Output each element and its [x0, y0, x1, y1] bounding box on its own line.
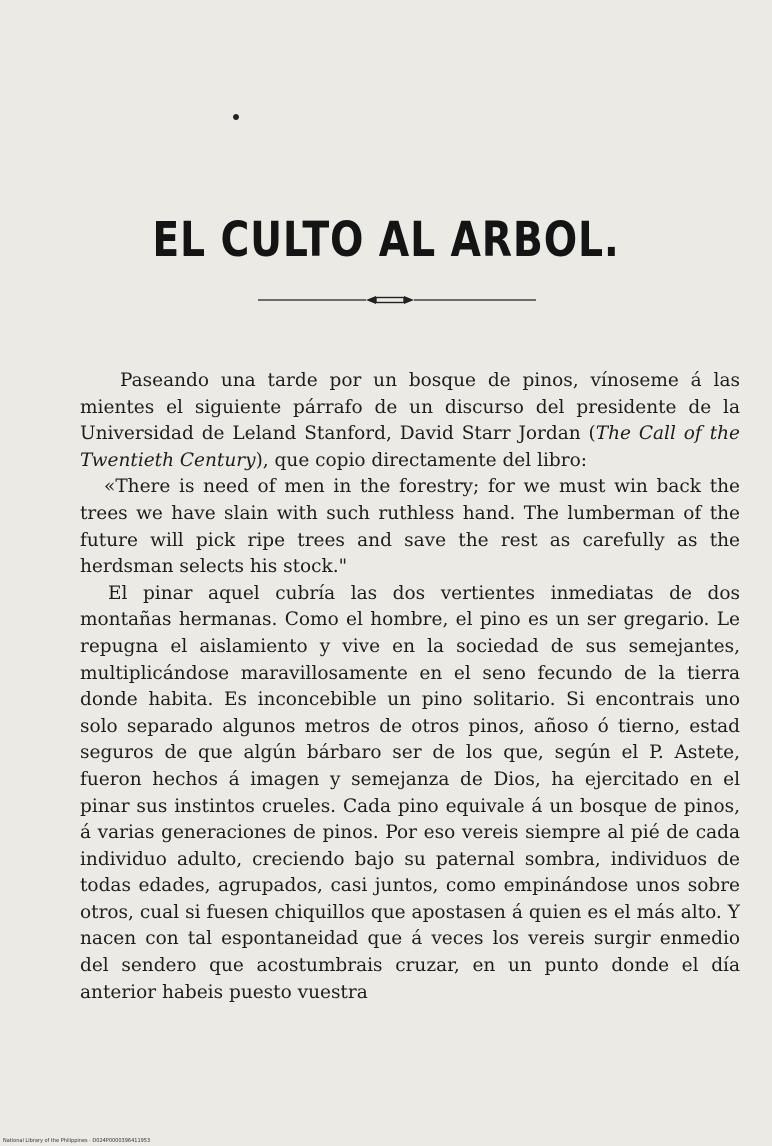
body-text — [80, 368, 740, 1006]
intro-text-after: ), que copio directamente del libro: — [255, 449, 587, 471]
intro-text-before: Paseando una tarde por un bosque de pinos, vínoseme á las mientes el siguiente párrafo de un discurso del presidente de la Universidad de Leland Stanford, David Starr Jordan ( — [80, 370, 740, 445]
library-footer: National Library of the Philippines · D024P0000396411953 — [3, 1138, 151, 1144]
chapter-title: EL CULTO AL ARBOL. — [152, 212, 620, 268]
paragraph-pinar: El pinar aquel cubría las dos vertientes inmediatas de dos montañas hermanas. Como el hombre, el pino es un ser gregario. Le repugna el aislamiento y vive en la sociedad de sus semejantes, multiplicándose maravillosamente en el seno fecundo de la tierra donde habita. Es inconcebible un pino solitario. Si encontrais uno solo separado algunos metros de otros pinos, añoso ó tierno, estad seguros de que algún bárbaro ser de los que, según el P. Astete, fueron hechos á imagen y semejanza de Dios, ha ejercitado en el pinar sus instintos crueles. Cada pino equivale á un bosque de pinos, á varias generaciones de pinos. Por eso vereis siempre al pié de cada individuo adulto, creciendo bajo su paternal sombra, individuos de todas edades, agrupados, casi juntos, como empinándose unos sobre otros, cual si fuesen chiquillos que apostasen á quien es el más alto. Y nacen con tal espontaneidad que á veces los vereis surgir enmedio del sendero que acostumbrais cruzar, en un punto donde el día anterior habeis puesto vuestra — [80, 582, 740, 1003]
title-ornament-rule — [258, 293, 536, 307]
english-quote: «There is need of men in the forestry; for we must win back the trees we have slain with such ruthless hand. The lumberman of the future will pick ripe trees and save the rest as carefully as the herdsman selects his stock." — [80, 476, 740, 578]
paragraph-intro — [80, 368, 740, 474]
book-title-italic: The Call of the Twentieth Century — [80, 423, 740, 471]
ink-dot — [233, 114, 239, 120]
